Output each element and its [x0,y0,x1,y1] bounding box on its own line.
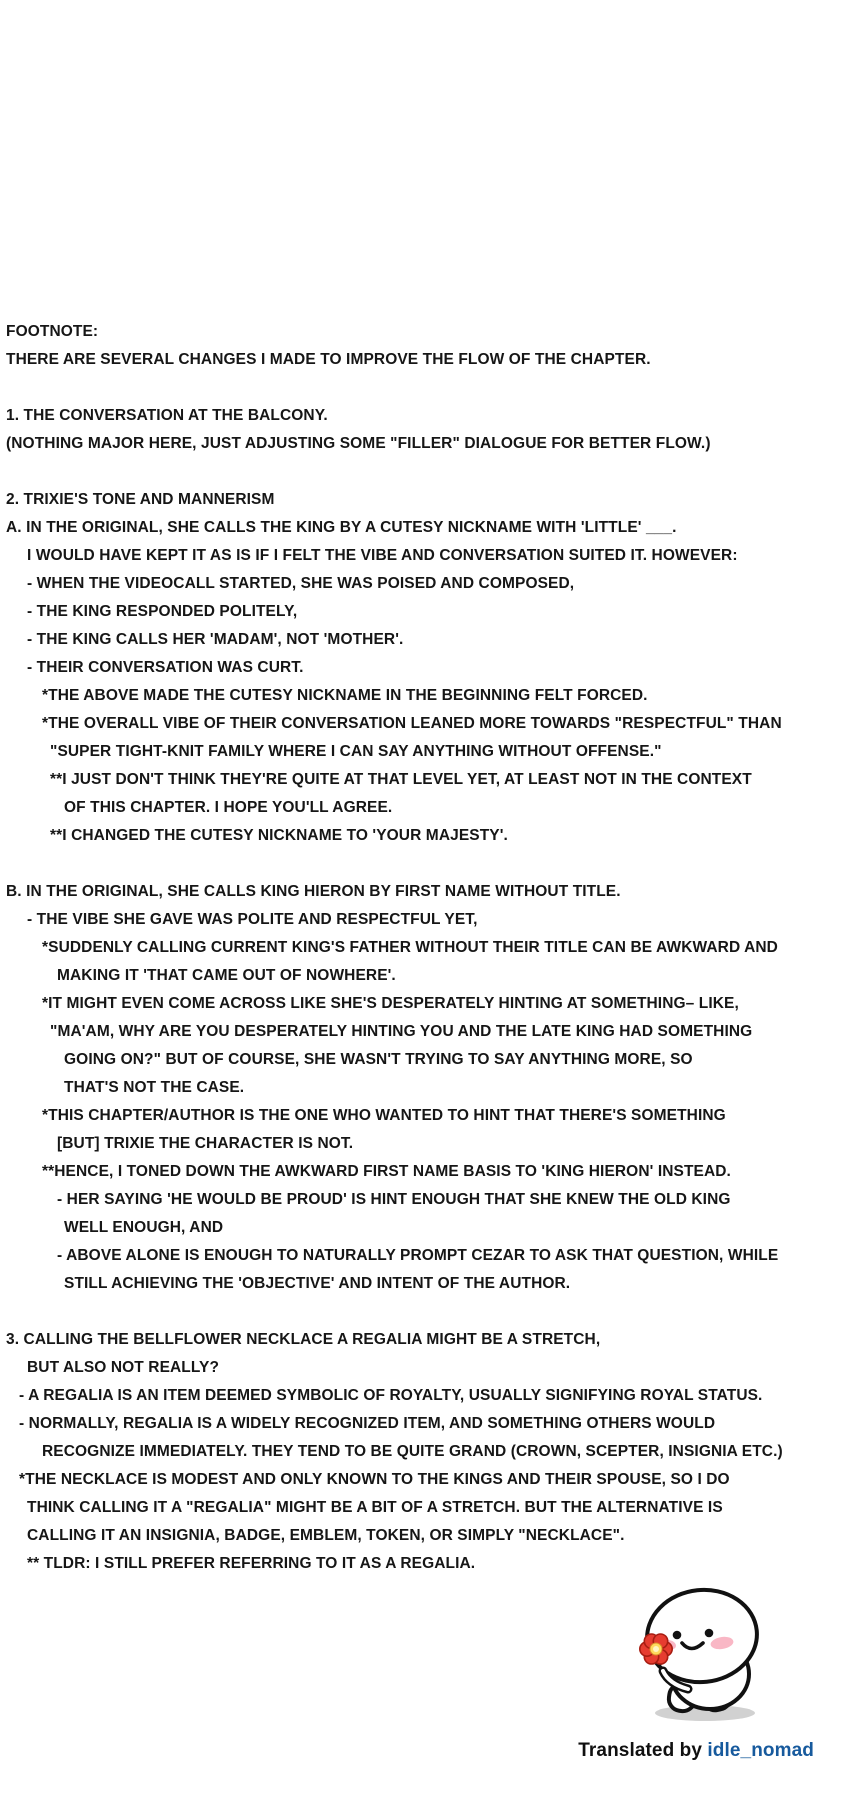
text-line: "SUPER TIGHT-KNIT FAMILY WHERE I CAN SAY ANYTHING WITHOUT OFFENSE." [50,743,662,760]
mascot-eye-right [705,1629,714,1638]
text-line: - ABOVE ALONE IS ENOUGH TO NATURALLY PROMPT CEZAR TO ASK THAT QUESTION, WHILE [57,1247,779,1264]
text-line: *THIS CHAPTER/AUTHOR IS THE ONE WHO WANTED TO HINT THAT THERE'S SOMETHING [42,1107,726,1124]
flower-icon [640,1634,672,1664]
text-line: BUT ALSO NOT REALLY? [27,1359,220,1376]
text-line: RECOGNIZE IMMEDIATELY. THEY TEND TO BE QUITE GRAND (CROWN, SCEPTER, INSIGNIA ETC.) [42,1443,783,1460]
translator-credit [578,1740,814,1762]
text-line: (NOTHING MAJOR HERE, JUST ADJUSTING SOME "FILLER" DIALOGUE FOR BETTER FLOW.) [6,435,711,452]
blank-line [0,374,850,402]
text-line: THINK CALLING IT A "REGALIA" MIGHT BE A BIT OF A STRETCH. BUT THE ALTERNATIVE IS [27,1499,723,1516]
text-line: STILL ACHIEVING THE 'OBJECTIVE' AND INTENT OF THE AUTHOR. [64,1275,571,1292]
text-line: 1. THE CONVERSATION AT THE BALCONY. [6,407,328,424]
text-line: **HENCE, I TONED DOWN THE AWKWARD FIRST NAME BASIS TO 'KING HIERON' INSTEAD. [42,1163,731,1180]
text-line: MAKING IT 'THAT CAME OUT OF NOWHERE'. [57,967,396,984]
text-line: - A REGALIA IS AN ITEM DEEMED SYMBOLIC OF ROYALTY, USUALLY SIGNIFYING ROYAL STATUS. [19,1387,763,1404]
text-line: *THE NECKLACE IS MODEST AND ONLY KNOWN TO THE KINGS AND THEIR SPOUSE, SO I DO [19,1471,730,1488]
text-line: **I CHANGED THE CUTESY NICKNAME TO 'YOUR MAJESTY'. [50,827,508,844]
text-line: - WHEN THE VIDEOCALL STARTED, SHE WAS POISED AND COMPOSED, [27,575,575,592]
mascot-character [610,1585,770,1725]
footnote-text-block [0,318,850,1578]
blank-line [0,458,850,486]
translator-credit-prefix: Translated by [578,1740,708,1761]
text-line: GOING ON?" BUT OF COURSE, SHE WASN'T TRYING TO SAY ANYTHING MORE, SO [64,1051,693,1068]
text-line: - HER SAYING 'HE WOULD BE PROUD' IS HINT ENOUGH THAT SHE KNEW THE OLD KING [57,1191,731,1208]
text-line: **I JUST DON'T THINK THEY'RE QUITE AT THAT LEVEL YET, AT LEAST NOT IN THE CONTEXT [50,771,752,788]
text-line: - NORMALLY, REGALIA IS A WIDELY RECOGNIZED ITEM, AND SOMETHING OTHERS WOULD [19,1415,716,1432]
text-line: - THE VIBE SHE GAVE WAS POLITE AND RESPECTFUL YET, [27,911,478,928]
text-line: - THE KING RESPONDED POLITELY, [27,603,298,620]
text-line: [BUT] TRIXIE THE CHARACTER IS NOT. [57,1135,354,1152]
text-line: *THE OVERALL VIBE OF THEIR CONVERSATION LEANED MORE TOWARDS "RESPECTFUL" THAN [42,715,782,732]
text-line: *IT MIGHT EVEN COME ACROSS LIKE SHE'S DESPERATELY HINTING AT SOMETHING– LIKE, [42,995,739,1012]
text-line: *SUDDENLY CALLING CURRENT KING'S FATHER WITHOUT THEIR TITLE CAN BE AWKWARD AND [42,939,778,956]
text-line: *THE ABOVE MADE THE CUTESY NICKNAME IN THE BEGINNING FELT FORCED. [42,687,648,704]
text-line: ** TLDR: I STILL PREFER REFERRING TO IT AS A REGALIA. [27,1555,476,1572]
text-line: CALLING IT AN INSIGNIA, BADGE, EMBLEM, TOKEN, OR SIMPLY "NECKLACE". [27,1527,625,1544]
text-line: THERE ARE SEVERAL CHANGES I MADE TO IMPROVE THE FLOW OF THE CHAPTER. [6,351,651,368]
text-line: 3. CALLING THE BELLFLOWER NECKLACE A REGALIA MIGHT BE A STRETCH, [6,1331,601,1348]
text-line: THAT'S NOT THE CASE. [64,1079,245,1096]
text-line: 2. TRIXIE'S TONE AND MANNERISM [6,491,275,508]
text-line: I WOULD HAVE KEPT IT AS IS IF I FELT THE VIBE AND CONVERSATION SUITED IT. HOWEVER: [27,547,738,564]
mascot-eye-left [673,1631,682,1640]
text-line: WELL ENOUGH, AND [64,1219,224,1236]
text-line: OF THIS CHAPTER. I HOPE YOU'LL AGREE. [64,799,393,816]
text-line: A. IN THE ORIGINAL, SHE CALLS THE KING BY A CUTESY NICKNAME WITH 'LITTLE' ___. [6,519,677,536]
translator-credit-name: idle_nomad [707,1740,814,1761]
text-line: B. IN THE ORIGINAL, SHE CALLS KING HIERON BY FIRST NAME WITHOUT TITLE. [6,883,621,900]
text-line: - THE KING CALLS HER 'MADAM', NOT 'MOTHER'. [27,631,404,648]
text-line: - THEIR CONVERSATION WAS CURT. [27,659,304,676]
blank-line [0,850,850,878]
text-line: "MA'AM, WHY ARE YOU DESPERATELY HINTING YOU AND THE LATE KING HAD SOMETHING [50,1023,753,1040]
blank-line [0,1298,850,1326]
text-line: FOOTNOTE: [6,323,99,340]
